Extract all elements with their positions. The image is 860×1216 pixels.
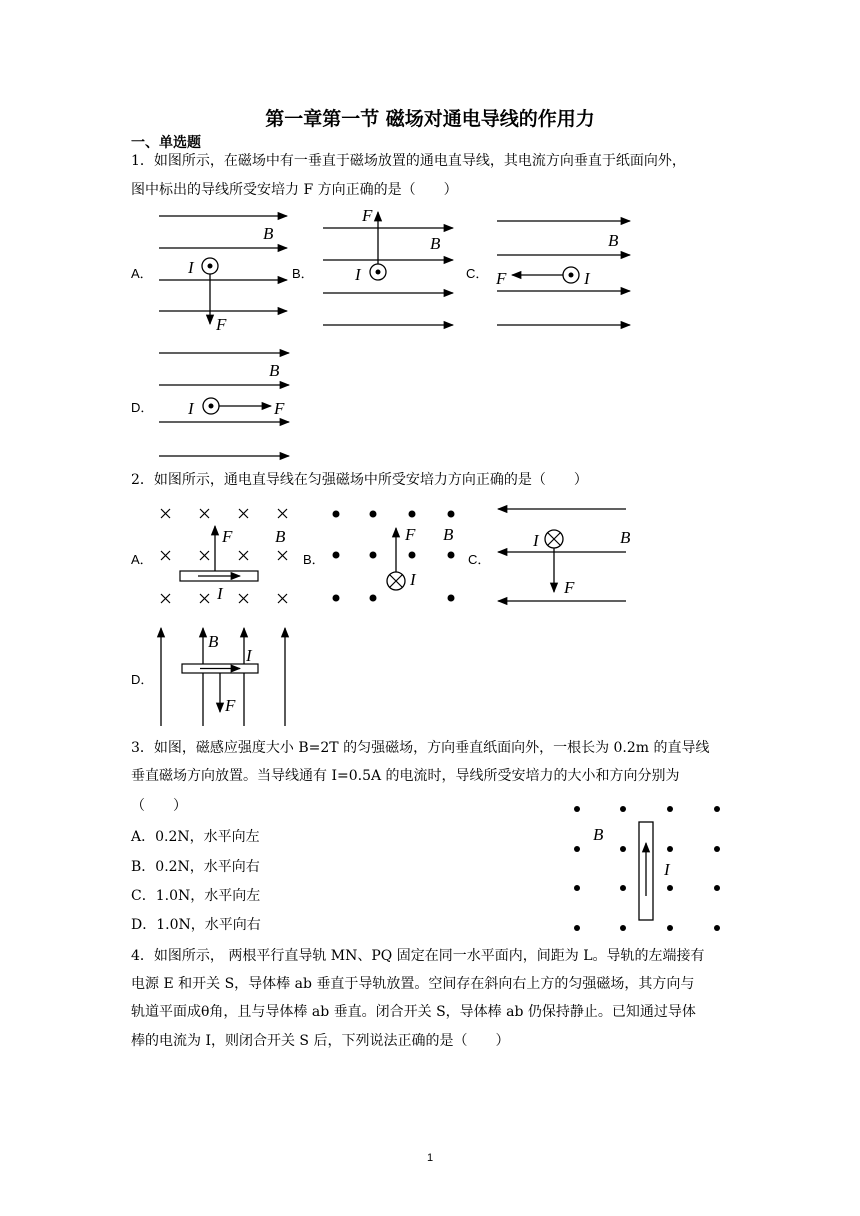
label-b: B: [593, 825, 604, 844]
label-f: F: [496, 269, 507, 288]
q3-choice-d[interactable]: D．1.0N，水平向右: [131, 917, 261, 933]
label-b: B: [269, 361, 280, 380]
label-i: I: [188, 399, 194, 418]
q1-option-a-label: A．: [131, 266, 153, 281]
q2-line1: 2．如图所示，通电直导线在匀强磁场中所受安培力方向正确的是（ ）: [131, 472, 588, 488]
q2-option-a-label: A．: [131, 552, 153, 567]
q4-line4: 棒的电流为 I，则闭合开关 S 后，下列说法正确的是（ ）: [131, 1033, 510, 1049]
label-b: B: [430, 234, 441, 253]
label-f: F: [564, 578, 575, 597]
q2-figure-c: [494, 500, 644, 610]
q4-line2: 电源 E 和开关 S，导体棒 ab 垂直于导轨放置。空间存在斜向右上方的匀强磁场，其方向与: [131, 976, 695, 992]
q4-line1: 4．如图所示， 两根平行直导轨 MN、PQ 固定在同一水平面内，间距为 L。导轨的左端接有: [131, 948, 705, 964]
q2-figure-a: [152, 500, 302, 610]
page-number: 1: [426, 1152, 434, 1164]
q3-line2: 垂直磁场方向放置。当导线通有 I=0.5A 的电流时，导线所受安培力的大小和方向分别为: [131, 768, 680, 784]
q1-figure-a: [150, 208, 300, 333]
label-i: I: [246, 646, 252, 665]
q3-line3: （ ）: [131, 798, 187, 814]
label-i: I: [584, 269, 590, 288]
label-i: I: [664, 860, 670, 879]
q2-figure-d: [150, 622, 300, 730]
q2-figure-b: [320, 500, 470, 610]
label-i: I: [217, 584, 223, 603]
q3-line1: 3．如图，磁感应强度大小 B=2T 的匀强磁场，方向垂直纸面向外，一根长为 0.2m 的直导线: [131, 740, 710, 756]
q3-choice-b[interactable]: B．0.2N，水平向右: [131, 859, 260, 875]
label-f: F: [222, 527, 233, 546]
q1-option-b-label: B．: [292, 266, 314, 281]
q3-choice-c[interactable]: C．1.0N，水平向左: [131, 888, 261, 904]
label-i: I: [355, 265, 361, 284]
q3-choice-a[interactable]: A．0.2N，水平向左: [131, 829, 260, 845]
label-f: F: [225, 696, 236, 715]
q2-option-c-label: C．: [468, 552, 491, 567]
q2-option-d-label: D．: [131, 672, 154, 687]
section-heading: 一、单选题: [131, 135, 201, 151]
page-title: 第一章第一节 磁场对通电导线的作用力: [265, 108, 595, 130]
label-i: I: [410, 570, 416, 589]
q1-line1: 1．如图所示，在磁场中有一垂直于磁场放置的通电直导线，其电流方向垂直于纸面向外，: [131, 153, 686, 169]
label-b: B: [275, 527, 286, 546]
label-b: B: [208, 632, 219, 651]
q1-figure-c: [494, 208, 644, 333]
q3-figure: [565, 800, 730, 935]
label-b: B: [608, 231, 619, 250]
label-i: I: [533, 531, 539, 550]
label-f: F: [274, 399, 285, 418]
label-i: I: [188, 258, 194, 277]
q1-figure-b: [320, 208, 470, 333]
label-f: F: [362, 206, 373, 225]
q4-line3: 轨道平面成θ角，且与导体棒 ab 垂直。闭合开关 S，导体棒 ab 仍保持静止。已知通过导体: [131, 1004, 696, 1020]
q1-line2: 图中标出的导线所受安培力 F 方向正确的是（ ）: [131, 182, 458, 198]
q1-figure-d: [150, 345, 300, 460]
label-f: F: [405, 525, 416, 544]
label-b: B: [443, 525, 454, 544]
q2-option-b-label: B．: [303, 552, 325, 567]
q1-option-c-label: C．: [466, 266, 489, 281]
label-b: B: [263, 224, 274, 243]
q1-option-d-label: D．: [131, 400, 154, 415]
label-f: F: [216, 315, 227, 334]
label-b: B: [620, 528, 631, 547]
